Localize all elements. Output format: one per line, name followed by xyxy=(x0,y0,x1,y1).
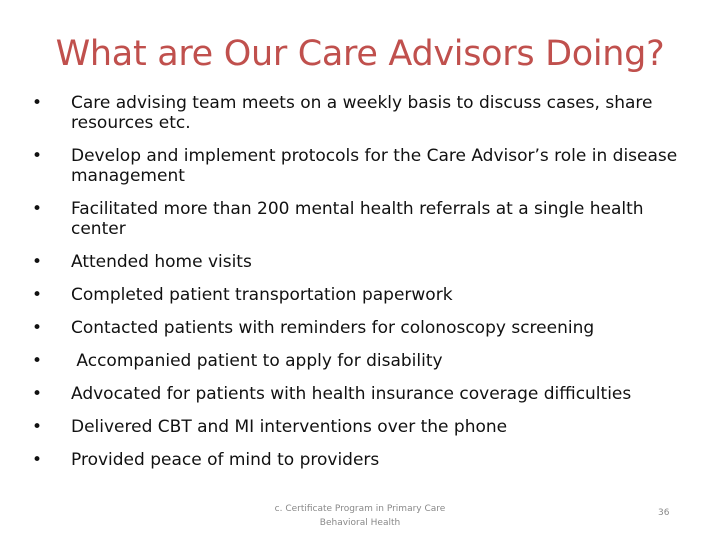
bullet-icon: • xyxy=(31,252,43,272)
bullet-text: Accompanied patient to apply for disability xyxy=(71,351,443,371)
bullet-item xyxy=(30,93,690,133)
bullet-icon: • xyxy=(31,285,43,305)
slide-footer: c. Certificate Program in Primary Care Behavioral Health xyxy=(274,504,446,528)
bullet-text: Contacted patients with reminders for colonoscopy screening xyxy=(71,318,595,338)
bullet-icon: • xyxy=(31,318,43,338)
bullet-item xyxy=(30,450,690,470)
bullet-item xyxy=(30,199,690,239)
bullet-item xyxy=(30,417,690,437)
bullet-icon: • xyxy=(31,199,43,219)
bullet-text: Advocated for patients with health insurance coverage difficulties xyxy=(71,384,632,404)
bullet-icon: • xyxy=(31,93,43,113)
bullet-item xyxy=(30,252,690,272)
bullet-icon: • xyxy=(31,146,43,166)
bullet-text: Care advising team meets on a weekly basis to discuss cases, share resources etc. xyxy=(71,93,653,133)
bullet-text: Attended home visits xyxy=(71,252,252,272)
bullet-text: Facilitated more than 200 mental health referrals at a single health center xyxy=(71,199,644,239)
bullet-list xyxy=(30,93,690,483)
bullet-item xyxy=(30,384,690,404)
bullet-item xyxy=(30,285,690,305)
slide-title: What are Our Care Advisors Doing? xyxy=(55,34,665,74)
bullet-text: Provided peace of mind to providers xyxy=(71,450,380,470)
bullet-icon: • xyxy=(31,450,43,470)
bullet-text: Completed patient transportation paperwork xyxy=(71,285,453,305)
bullet-item xyxy=(30,146,690,186)
page-number: 36 xyxy=(658,508,670,518)
bullet-icon: • xyxy=(31,384,43,404)
bullet-icon: • xyxy=(31,417,43,437)
bullet-text: Delivered CBT and MI interventions over the phone xyxy=(71,417,508,437)
bullet-item xyxy=(30,351,690,371)
bullet-item xyxy=(30,318,690,338)
bullet-icon: • xyxy=(31,351,43,371)
bullet-text: Develop and implement protocols for the Care Advisor’s role in disease management xyxy=(71,146,678,186)
